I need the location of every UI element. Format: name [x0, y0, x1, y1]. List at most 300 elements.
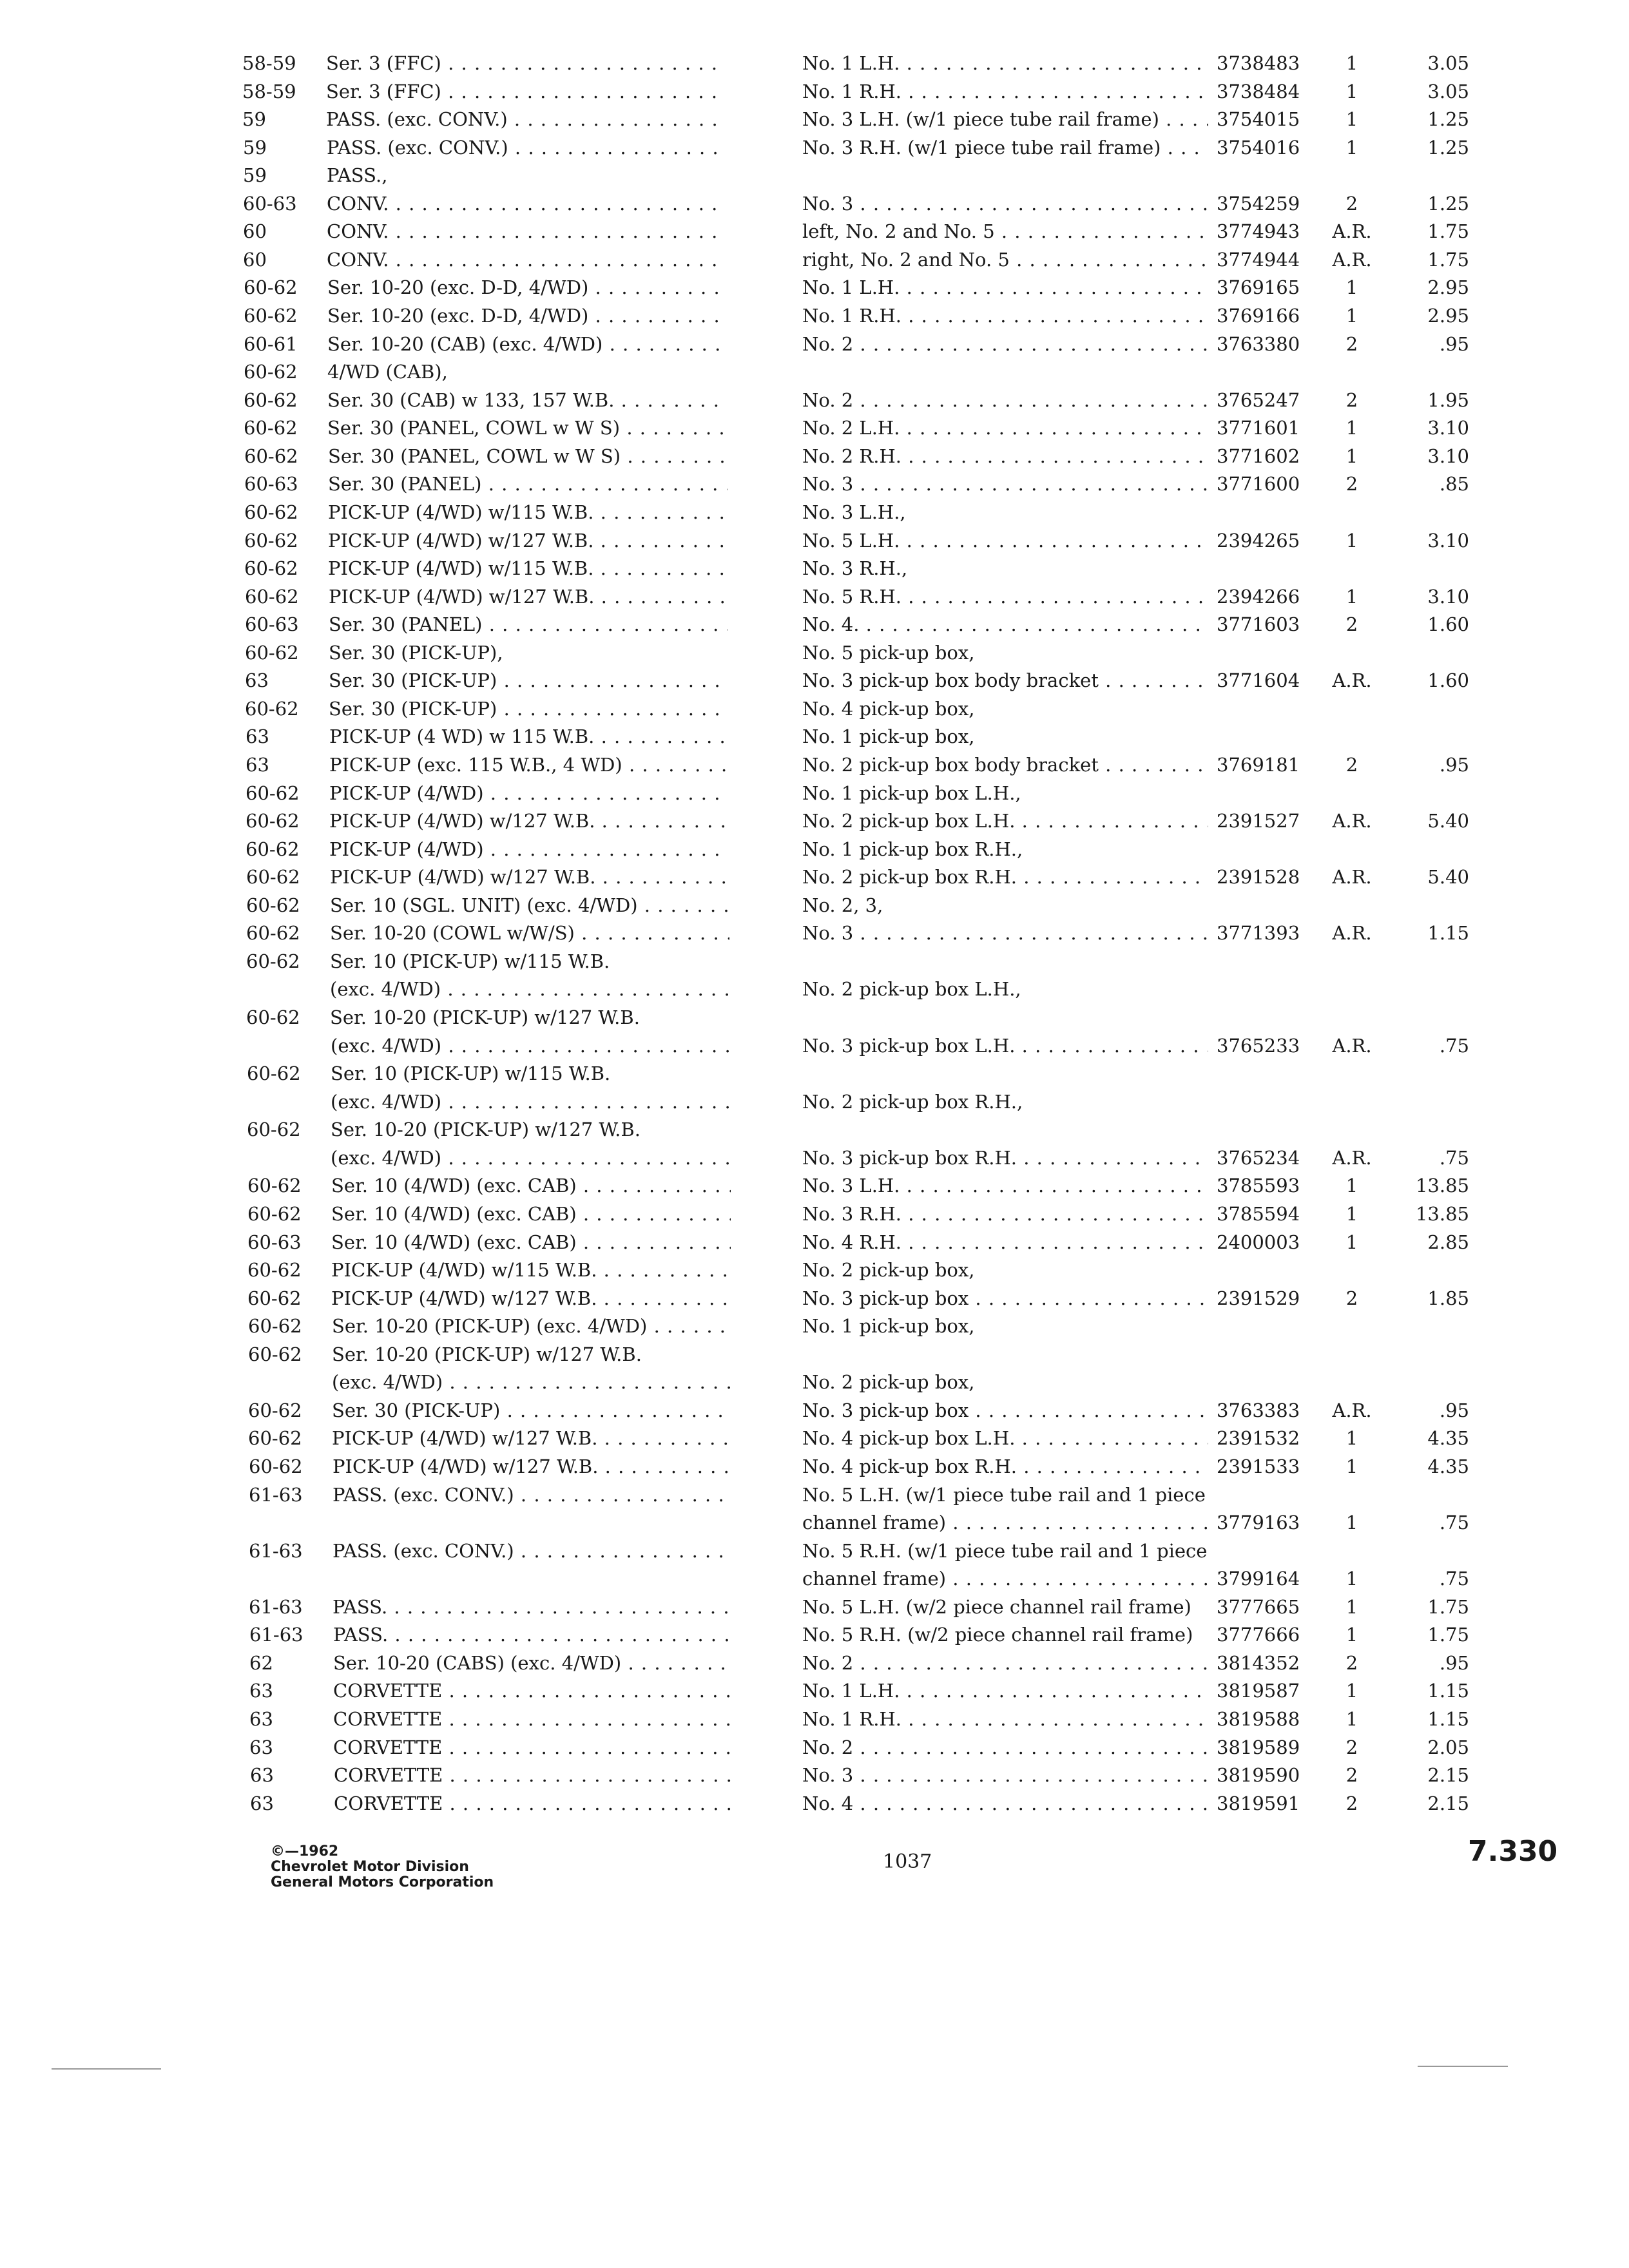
part-description: No. 4 pick-up box L.H. . . . — [802, 1425, 1208, 1451]
part-description: No. 4 . . . — [802, 1791, 1208, 1816]
table-row — [0, 1762, 1629, 1788]
scan-artifact — [52, 2068, 161, 2070]
part-description: No. 3 . . . — [802, 191, 1208, 216]
vehicle-model: (exc. 4/WD) . . . — [331, 1145, 730, 1171]
vehicle-model: PASS., — [327, 164, 388, 186]
table-row — [0, 1735, 1629, 1760]
model-year: 60-62 — [247, 1119, 301, 1140]
model-year: 60-62 — [244, 417, 298, 439]
table-row — [0, 780, 1629, 806]
list-price: .95 — [1439, 1399, 1469, 1421]
part-description: No. 3 . . . — [802, 1762, 1208, 1788]
table-row — [0, 920, 1629, 946]
model-year: 63 — [246, 754, 269, 776]
list-price: 3.10 — [1427, 530, 1469, 552]
list-price: 2.05 — [1427, 1736, 1469, 1758]
table-row — [0, 1341, 1629, 1367]
quantity: 1 — [1345, 1708, 1358, 1730]
part-description: No. 2 pick-up box, — [802, 1259, 975, 1281]
part-number: 2391533 — [1217, 1456, 1300, 1477]
model-year: 60-62 — [244, 389, 298, 411]
part-number: 3738484 — [1217, 81, 1300, 102]
list-price: .95 — [1439, 1652, 1469, 1674]
table-row — [0, 696, 1629, 722]
part-description: No. 1 R.H. . . . — [802, 303, 1208, 329]
model-year: 60-62 — [246, 838, 300, 860]
quantity: A.R. — [1332, 249, 1372, 271]
vehicle-model: Ser. 30 (PANEL, COWL w W S) . . . — [327, 415, 727, 441]
part-description: No. 3 R.H. (w/1 piece tube rail frame) . . . — [802, 135, 1208, 160]
model-year: 60-62 — [246, 894, 300, 916]
list-price: 3.10 — [1427, 586, 1469, 608]
vehicle-model: PASS. . . . — [333, 1594, 732, 1620]
table-row — [0, 1482, 1629, 1508]
copyright-line: ©—1962 — [271, 1843, 339, 1860]
list-price: 3.05 — [1427, 52, 1469, 74]
vehicle-model: PASS. (exc. CONV.) . . . — [326, 106, 726, 132]
table-row — [0, 1706, 1629, 1732]
list-price: 1.25 — [1427, 108, 1469, 130]
part-number: 3769165 — [1217, 276, 1300, 298]
part-description: No. 4 pick-up box, — [802, 698, 975, 720]
quantity: 1 — [1345, 1456, 1358, 1477]
list-price: 1.75 — [1427, 1596, 1469, 1618]
model-year: 62 — [249, 1652, 273, 1674]
model-year: 61-63 — [249, 1540, 303, 1562]
model-year: 63 — [246, 726, 269, 747]
vehicle-model: PICK-UP (4/WD) w/127 W.B. . . . — [328, 528, 728, 553]
table-row — [0, 948, 1629, 974]
part-description: No. 1 L.H. . . . — [802, 50, 1208, 76]
model-year: 60-62 — [245, 586, 299, 608]
list-price: 13.85 — [1415, 1203, 1469, 1225]
part-description: No. 3 pick-up box . . . — [802, 1285, 1208, 1311]
vehicle-model: PICK-UP (4/WD) w/127 W.B. . . . — [329, 584, 728, 610]
vehicle-model: CONV. . . . — [327, 191, 726, 216]
table-row — [0, 864, 1629, 890]
table-row — [0, 135, 1629, 160]
quantity: 2 — [1345, 193, 1358, 215]
list-price: 1.25 — [1427, 193, 1469, 215]
vehicle-model: Ser. 10-20 (exc. D-D, 4/WD) . . . — [327, 303, 727, 329]
part-number: 3765234 — [1217, 1147, 1300, 1169]
table-row — [0, 162, 1629, 188]
part-description: No. 5 pick-up box, — [802, 642, 975, 664]
vehicle-model: CORVETTE . . . — [333, 1678, 733, 1704]
part-number: 3785593 — [1217, 1175, 1300, 1196]
part-description: No. 2 pick-up box R.H. . . . — [802, 864, 1208, 890]
table-row — [0, 50, 1629, 76]
vehicle-model: PICK-UP (4/WD) w/127 W.B. . . . — [332, 1425, 731, 1451]
vehicle-model: Ser. 10-20 (COWL w/W/S) . . . — [330, 920, 729, 946]
part-description: No. 3 pick-up box R.H. . . . — [802, 1145, 1208, 1171]
page-number: 1037 — [883, 1850, 932, 1873]
model-year: 60 — [243, 220, 267, 242]
part-description: No. 3 L.H. (w/1 piece tube rail frame) . . . — [802, 106, 1208, 132]
part-number: 3771603 — [1217, 613, 1300, 635]
quantity: 1 — [1345, 108, 1358, 130]
list-price: .75 — [1439, 1568, 1469, 1590]
part-number: 2400003 — [1217, 1231, 1300, 1253]
table-row — [0, 1033, 1629, 1059]
part-description: No. 3 R.H., — [802, 557, 908, 579]
vehicle-model: PASS. (exc. CONV.) . . . — [333, 1482, 732, 1508]
table-row — [0, 106, 1629, 132]
model-year: 60-62 — [247, 1287, 302, 1309]
table-row — [0, 191, 1629, 216]
quantity: 1 — [1345, 1175, 1358, 1196]
list-price: 3.10 — [1427, 445, 1469, 467]
table-row — [0, 1173, 1629, 1198]
quantity: 2 — [1345, 1736, 1358, 1758]
part-description: No. 3 . . . — [802, 920, 1208, 946]
part-description: No. 5 R.H. (w/2 piece channel rail frame) — [802, 1624, 1193, 1646]
table-row — [0, 1201, 1629, 1227]
vehicle-model: Ser. 3 (FFC) . . . — [326, 79, 726, 104]
vehicle-model: PICK-UP (4/WD) . . . — [329, 836, 729, 862]
model-year: 59 — [243, 137, 267, 159]
model-year: 60-62 — [244, 530, 298, 552]
part-number: 3774944 — [1217, 249, 1300, 271]
part-description: right, No. 2 and No. 5 . . . — [802, 247, 1208, 273]
vehicle-model: Ser. 30 (PANEL) . . . — [328, 471, 728, 497]
quantity: 1 — [1345, 305, 1358, 327]
table-row — [0, 1454, 1629, 1479]
quantity: 1 — [1345, 1427, 1358, 1449]
table-row — [0, 668, 1629, 693]
list-price: 1.75 — [1427, 220, 1469, 242]
model-year: 60-62 — [247, 1259, 302, 1281]
vehicle-model: Ser. 10-20 (CABS) (exc. 4/WD) . . . — [333, 1650, 733, 1676]
quantity: 1 — [1345, 52, 1358, 74]
vehicle-model: Ser. 10-20 (PICK-UP) (exc. 4/WD) . . . — [332, 1313, 731, 1339]
division-line: Chevrolet Motor Division — [271, 1859, 469, 1875]
model-year: 58-59 — [242, 81, 296, 102]
vehicle-model: (exc. 4/WD) . . . — [330, 976, 729, 1002]
part-number: 3819590 — [1217, 1764, 1300, 1786]
table-row — [0, 1398, 1629, 1423]
part-description: No. 2 R.H. . . . — [802, 443, 1208, 469]
quantity: 1 — [1345, 1680, 1358, 1702]
vehicle-model: Ser. 10 (PICK-UP) w/115 W.B. — [330, 950, 610, 972]
list-price: 4.35 — [1427, 1456, 1469, 1477]
quantity: 1 — [1345, 1624, 1358, 1646]
part-number: 3765247 — [1217, 389, 1300, 411]
vehicle-model: PICK-UP (4/WD) . . . — [329, 780, 729, 806]
model-year: 63 — [250, 1792, 274, 1814]
vehicle-model: (exc. 4/WD) . . . — [331, 1033, 730, 1059]
quantity: 2 — [1345, 754, 1358, 776]
quantity: 2 — [1345, 473, 1358, 495]
vehicle-model: Ser. 30 (PICK-UP) . . . — [329, 668, 728, 693]
part-number: 3763383 — [1217, 1399, 1300, 1421]
table-row — [0, 752, 1629, 778]
table-row — [0, 892, 1629, 918]
quantity: 2 — [1345, 1764, 1358, 1786]
part-description: No. 2 . . . — [802, 1650, 1208, 1676]
table-row — [0, 640, 1629, 666]
model-year: 60-62 — [244, 305, 298, 327]
vehicle-model: Ser. 30 (CAB) w 133, 157 W.B. . . . — [327, 387, 727, 413]
list-price: 5.40 — [1427, 866, 1469, 888]
part-description: No. 3 pick-up box L.H. . . . — [802, 1033, 1208, 1059]
quantity: 1 — [1345, 137, 1358, 159]
list-price: 1.15 — [1427, 922, 1469, 944]
table-row — [0, 1369, 1629, 1395]
table-row — [0, 1791, 1629, 1816]
vehicle-model: Ser. 30 (PICK-UP) . . . — [329, 696, 728, 722]
part-number: 3819591 — [1217, 1792, 1300, 1814]
model-year: 60-62 — [248, 1343, 302, 1365]
model-year: 60-63 — [243, 193, 297, 215]
table-row — [0, 1257, 1629, 1283]
table-row — [0, 611, 1629, 637]
part-description: left, No. 2 and No. 5 . . . — [802, 218, 1208, 244]
list-price: .75 — [1439, 1035, 1469, 1057]
part-number: 3779163 — [1217, 1512, 1300, 1533]
part-description: No. 3 pick-up box . . . — [802, 1398, 1208, 1423]
table-row — [0, 415, 1629, 441]
list-price: 2.85 — [1427, 1231, 1469, 1253]
quantity: A.R. — [1332, 669, 1372, 691]
quantity: 2 — [1345, 1792, 1358, 1814]
vehicle-model: Ser. 10 (SGL. UNIT) (exc. 4/WD) . . . — [330, 892, 729, 918]
model-year: 60-62 — [246, 810, 300, 832]
part-description: No. 2 . . . — [802, 331, 1208, 357]
quantity: A.R. — [1332, 866, 1372, 888]
table-row — [0, 836, 1629, 862]
vehicle-model: CORVETTE . . . — [333, 1706, 733, 1732]
model-year: 60-63 — [245, 613, 299, 635]
model-year: 60-62 — [246, 866, 300, 888]
part-number: 3771602 — [1217, 445, 1300, 467]
model-year: 60-63 — [247, 1231, 302, 1253]
vehicle-model: CORVETTE . . . — [334, 1791, 733, 1816]
part-number: 2391529 — [1217, 1287, 1300, 1309]
list-price: .75 — [1439, 1512, 1469, 1533]
table-row — [0, 528, 1629, 553]
part-description: No. 3 R.H. . . . — [802, 1201, 1208, 1227]
table-row — [0, 555, 1629, 581]
part-number: 3754259 — [1217, 193, 1300, 215]
part-number: 3754015 — [1217, 108, 1300, 130]
vehicle-model: PICK-UP (4/WD) w/127 W.B. . . . — [330, 864, 729, 890]
table-row — [0, 976, 1629, 1002]
model-year: 60-62 — [245, 642, 299, 664]
list-price: 1.60 — [1427, 669, 1469, 691]
model-year: 63 — [249, 1708, 273, 1730]
quantity: 1 — [1345, 1568, 1358, 1590]
vehicle-model: Ser. 10 (4/WD) (exc. CAB) . . . — [331, 1173, 731, 1198]
part-number: 3765233 — [1217, 1035, 1300, 1057]
part-description: No. 2 pick-up box L.H., — [802, 978, 1021, 1000]
list-price: 1.75 — [1427, 249, 1469, 271]
model-year: 60-62 — [248, 1427, 302, 1449]
part-description: No. 4 pick-up box R.H. . . . — [802, 1454, 1208, 1479]
part-description: No. 4 R.H. . . . — [802, 1229, 1208, 1255]
vehicle-model: CORVETTE . . . — [333, 1735, 733, 1760]
model-year: 61-63 — [249, 1484, 303, 1506]
part-number: 3799164 — [1217, 1568, 1300, 1590]
table-row — [0, 499, 1629, 525]
model-year: 60-62 — [244, 361, 298, 383]
vehicle-model: Ser. 30 (PICK-UP), — [329, 642, 503, 664]
part-description: No. 5 R.H. (w/1 piece tube rail and 1 piece — [802, 1540, 1208, 1562]
table-row — [0, 1061, 1629, 1086]
part-number: 3785594 — [1217, 1203, 1300, 1225]
section-number: 7.330 — [1468, 1835, 1558, 1868]
model-year: 60-62 — [246, 1006, 300, 1028]
vehicle-model: Ser. 3 (FFC) . . . — [326, 50, 726, 76]
quantity: 1 — [1345, 1512, 1358, 1533]
part-description: No. 2 pick-up box L.H. . . . — [802, 808, 1208, 834]
part-description: No. 5 L.H. (w/2 piece channel rail frame) — [802, 1596, 1191, 1618]
part-number: 3819588 — [1217, 1708, 1300, 1730]
part-number: 3774943 — [1217, 220, 1300, 242]
quantity: 2 — [1345, 389, 1358, 411]
vehicle-model: PASS. . . . — [333, 1622, 733, 1648]
vehicle-model: Ser. 10-20 (PICK-UP) w/127 W.B. — [332, 1343, 642, 1365]
table-row — [0, 1622, 1629, 1648]
table-row — [0, 1510, 1629, 1535]
list-price: 1.85 — [1427, 1287, 1469, 1309]
quantity: 2 — [1345, 1287, 1358, 1309]
model-year: 60-62 — [246, 922, 300, 944]
vehicle-model: 4/WD (CAB), — [327, 361, 448, 383]
part-description: No. 2, 3, — [802, 894, 883, 916]
quantity: 1 — [1345, 417, 1358, 439]
model-year: 59 — [242, 108, 266, 130]
model-year: 58-59 — [242, 52, 296, 74]
table-row — [0, 724, 1629, 749]
part-number: 2391528 — [1217, 866, 1300, 888]
model-year: 60-62 — [247, 1203, 302, 1225]
vehicle-model: (exc. 4/WD) . . . — [332, 1369, 731, 1395]
part-number: 3771600 — [1217, 473, 1300, 495]
model-year: 60-62 — [247, 1062, 301, 1084]
model-year: 60-62 — [244, 501, 298, 523]
model-year: 63 — [250, 1764, 274, 1786]
table-row — [0, 387, 1629, 413]
quantity: A.R. — [1332, 1035, 1372, 1057]
model-year: 59 — [243, 164, 267, 186]
list-price: 13.85 — [1415, 1175, 1469, 1196]
list-price: 3.10 — [1427, 417, 1469, 439]
vehicle-model: Ser. 10-20 (exc. D-D, 4/WD) . . . — [327, 274, 727, 300]
quantity: 1 — [1345, 530, 1358, 552]
part-number: 3763380 — [1217, 333, 1300, 355]
model-year: 60 — [243, 249, 267, 271]
table-row — [0, 1229, 1629, 1255]
model-year: 60-62 — [244, 557, 298, 579]
vehicle-model: PASS. (exc. CONV.) . . . — [333, 1538, 732, 1564]
vehicle-model: PICK-UP (4/WD) w/127 W.B. . . . — [331, 1285, 731, 1311]
part-number: 2391527 — [1217, 810, 1300, 832]
model-year: 60-62 — [248, 1399, 302, 1421]
publisher-footer — [271, 1844, 494, 1890]
part-description: channel frame) . . . — [802, 1510, 1208, 1535]
model-year: 61-63 — [249, 1624, 304, 1646]
vehicle-model: PICK-UP (4/WD) w/115 W.B. . . . — [331, 1257, 731, 1283]
table-row — [0, 584, 1629, 610]
part-description: No. 1 pick-up box, — [802, 1315, 975, 1337]
part-description: No. 3 L.H., — [802, 501, 906, 523]
quantity: 1 — [1345, 445, 1358, 467]
part-description: No. 1 pick-up box R.H., — [802, 838, 1023, 860]
quantity: 1 — [1345, 81, 1358, 102]
list-price: 1.60 — [1427, 613, 1469, 635]
table-row — [0, 359, 1629, 385]
quantity: 2 — [1345, 613, 1358, 635]
table-row — [0, 1650, 1629, 1676]
part-description: No. 3 L.H. . . . — [802, 1173, 1208, 1198]
part-description: No. 3 pick-up box body bracket . . . — [802, 668, 1208, 693]
vehicle-model: PICK-UP (4/WD) w/127 W.B. . . . — [333, 1454, 732, 1479]
quantity: 1 — [1345, 1203, 1358, 1225]
list-price: .85 — [1439, 473, 1469, 495]
part-description: channel frame) . . . — [802, 1566, 1208, 1591]
quantity: 1 — [1345, 1231, 1358, 1253]
part-number: 3777666 — [1217, 1624, 1300, 1646]
quantity: 1 — [1345, 1596, 1358, 1618]
part-description: No. 2 pick-up box, — [802, 1371, 975, 1393]
table-row — [0, 808, 1629, 834]
part-number: 2394265 — [1217, 530, 1300, 552]
table-row — [0, 247, 1629, 273]
vehicle-model: PICK-UP (4 WD) w 115 W.B. . . . — [329, 724, 729, 749]
vehicle-model: PICK-UP (4/WD) w/115 W.B. . . . — [328, 555, 728, 581]
model-year: 60-63 — [244, 473, 298, 495]
part-number: 3771604 — [1217, 669, 1300, 691]
model-year: 63 — [249, 1680, 273, 1702]
part-number: 3754016 — [1217, 137, 1300, 159]
table-row — [0, 1313, 1629, 1339]
vehicle-model: Ser. 10 (PICK-UP) w/115 W.B. — [331, 1062, 611, 1084]
part-number: 2394266 — [1217, 586, 1300, 608]
quantity: 2 — [1345, 333, 1358, 355]
part-description: No. 5 L.H. . . . — [802, 528, 1208, 553]
vehicle-model: Ser. 10-20 (PICK-UP) w/127 W.B. — [330, 1006, 640, 1028]
model-year: 60-62 — [247, 1175, 302, 1196]
model-year: 61-63 — [249, 1596, 303, 1618]
table-row — [0, 1566, 1629, 1591]
table-row — [0, 1678, 1629, 1704]
table-row — [0, 471, 1629, 497]
part-description: No. 1 R.H. . . . — [802, 79, 1208, 104]
model-year: 63 — [245, 669, 269, 691]
list-price: 1.15 — [1427, 1680, 1469, 1702]
model-year: 60-62 — [245, 698, 299, 720]
list-price: 5.40 — [1427, 810, 1469, 832]
vehicle-model: Ser. 10 (4/WD) (exc. CAB) . . . — [331, 1201, 731, 1227]
table-row — [0, 1004, 1629, 1030]
list-price: 2.95 — [1427, 276, 1469, 298]
vehicle-model: CONV. . . . — [327, 247, 726, 273]
vehicle-model: Ser. 30 (PANEL, COWL w W S) . . . — [328, 443, 728, 469]
part-description: No. 2 . . . — [802, 387, 1208, 413]
vehicle-model: CORVETTE . . . — [334, 1762, 733, 1788]
part-number: 2391532 — [1217, 1427, 1300, 1449]
quantity: 1 — [1345, 586, 1358, 608]
vehicle-model: (exc. 4/WD) . . . — [331, 1089, 730, 1115]
scan-artifact — [1418, 2066, 1508, 2067]
list-price: .95 — [1439, 333, 1469, 355]
table-row — [0, 218, 1629, 244]
vehicle-model: Ser. 10-20 (CAB) (exc. 4/WD) . . . — [327, 331, 727, 357]
part-description: No. 2 L.H. . . . — [802, 415, 1208, 441]
part-description: No. 3 . . . — [802, 471, 1208, 497]
list-price: .95 — [1439, 754, 1469, 776]
